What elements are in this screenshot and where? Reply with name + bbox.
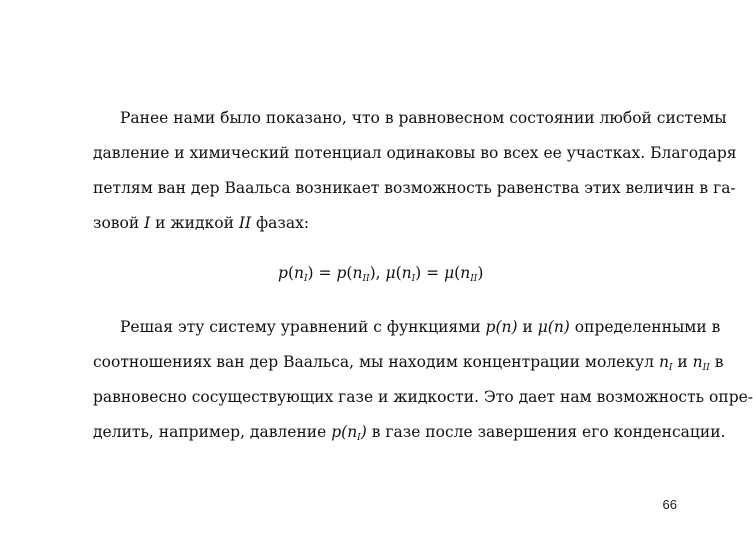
symbol-n: n [692,353,703,371]
formula-symbol: ( [454,264,461,282]
subscript: I [357,433,361,443]
text-segment: соотношениях ван дер Ваальса, мы находим концентрации молекул [93,353,659,371]
text-segment: в [709,353,724,371]
paragraph1-line1: Ранее нами было показано, что в равновесном состоянии любой системы [120,109,727,127]
formula-symbol: n [401,264,412,282]
subscript: I [668,363,673,373]
text-segment: в газе после завершения его конденсации. [366,423,726,441]
page-number: 66 [662,497,677,512]
paragraph2-line2 [93,352,724,373]
symbol-p-n: p(n [331,423,358,441]
paragraph1-line3: петлям ван дер Ваальса возникает возможность равенства этих величин в га- [93,179,736,197]
formula-symbol: n [294,264,304,282]
paragraph2-line1 [120,317,721,337]
text-segment: и [672,353,693,371]
formula-symbol: ( [395,264,402,282]
equilibrium-formula [278,263,483,283]
formula-subscript: I [303,274,308,284]
phase-label-liquid: II [238,214,252,232]
symbol-n: n [658,353,669,371]
formula-symbol: n [352,264,363,282]
paragraph2-line4 [93,422,726,443]
formula-symbol: p [336,264,347,282]
function-mu: μ(n) [537,318,570,336]
text-segment: зовой [93,214,145,232]
phase-label-gas: I [144,214,151,232]
function-p: p(n) [485,318,518,336]
text-segment: и [517,318,538,336]
text-segment: Решая эту систему уравнений с функциями [120,318,486,336]
formula-symbol: μ [385,264,396,282]
formula-symbol: μ [444,264,455,282]
text-segment: и жидкой [150,214,239,232]
formula-symbol: ( [346,264,353,282]
formula-symbol: n [460,264,471,282]
formula-symbol: ) [307,264,314,282]
paragraph1-line2: давление и химический потенциал одинаковы во всех ее участках. Благодаря [93,144,737,162]
text-segment: фазах: [251,214,310,232]
formula-subscript: I [411,274,416,284]
subscript: II [702,363,710,373]
paragraph1-line4 [93,213,677,233]
formula-symbol: ) [477,264,484,282]
symbol-paren: ) [360,423,367,441]
formula-symbol: ( [287,264,294,282]
formula-subscript: II [362,274,370,284]
formula-subscript: II [470,274,478,284]
formula-symbol: ) [369,264,376,282]
text-segment: определенными в [569,318,721,336]
formula-symbol: p [278,264,288,282]
formula-symbol: = [421,264,445,282]
paragraph2-line3: равновесно сосуществующих газе и жидкости. Это дает нам возможность опре- [93,388,753,406]
formula-symbol: ) [415,264,422,282]
text-segment: делить, например, давление [93,423,332,441]
formula-symbol: , [375,264,386,282]
formula-symbol: = [313,264,337,282]
